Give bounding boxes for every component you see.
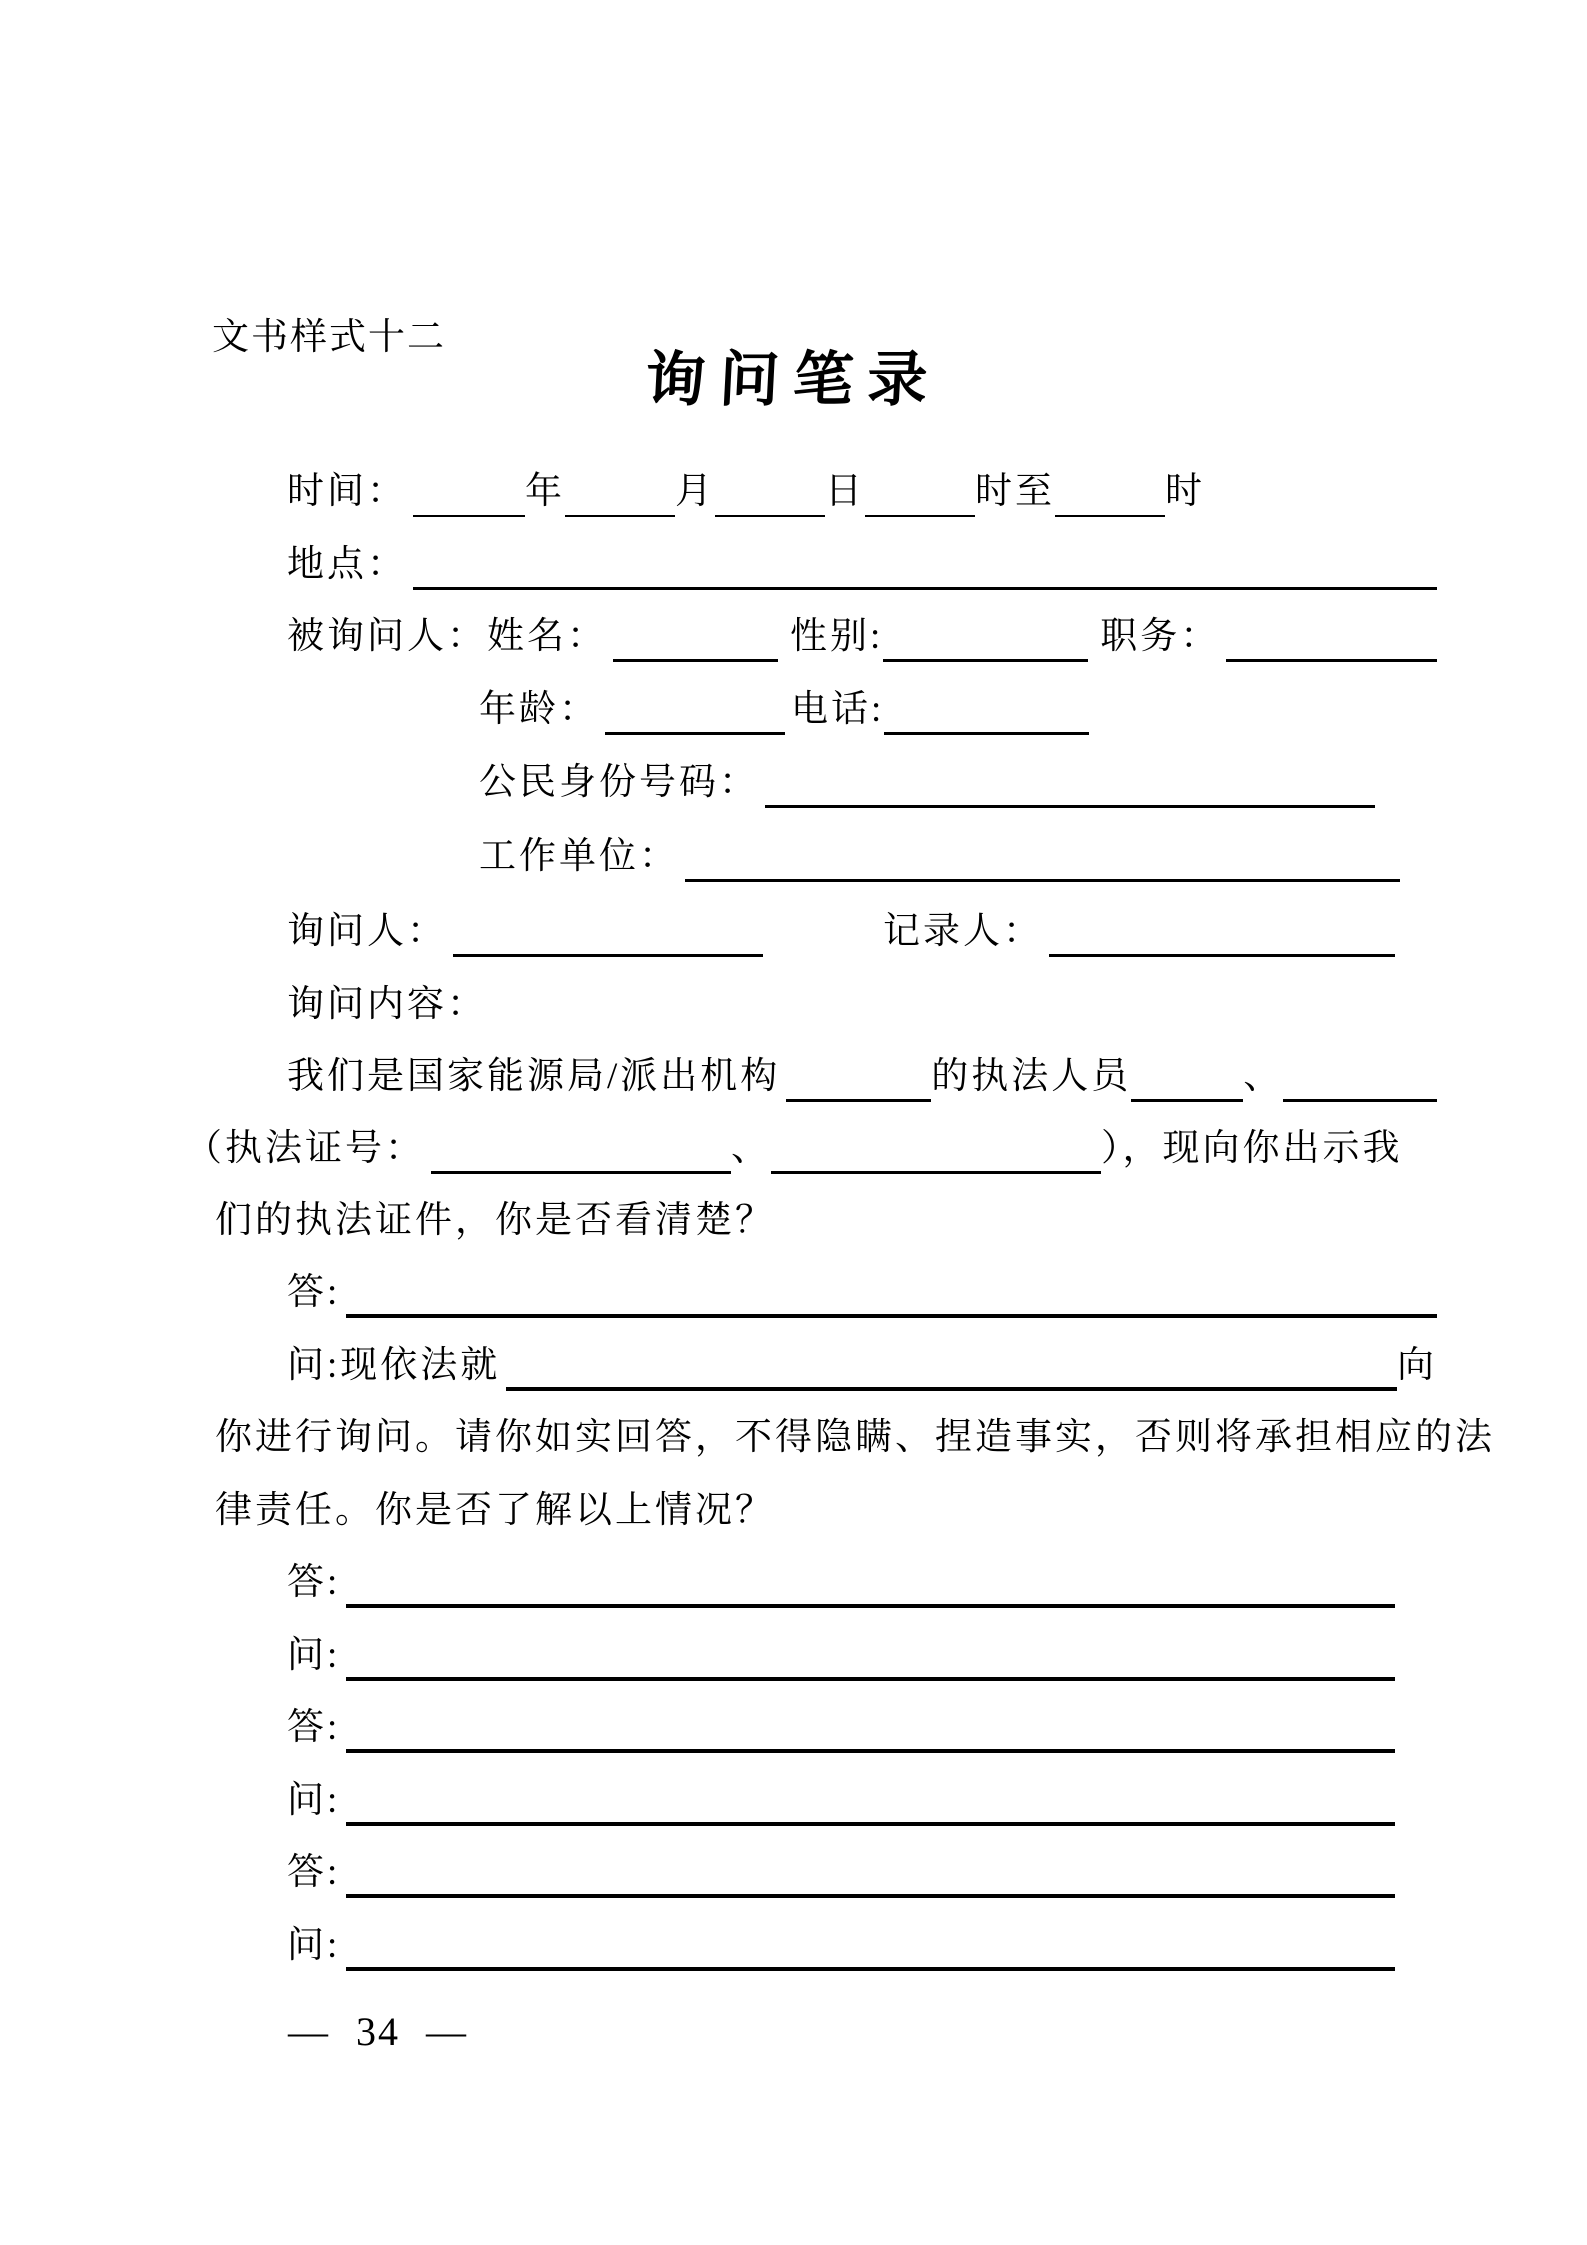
answer-label: 答:: [287, 1707, 341, 1748]
location-blank: [413, 540, 1437, 590]
interviewer-label: 询问人：: [287, 911, 447, 952]
duty-blank: [1226, 612, 1437, 662]
answer1-blank: [346, 1268, 1437, 1318]
work-unit-line: [215, 832, 1437, 882]
answer-line-2: [215, 1558, 1437, 1608]
license-separator: 、: [731, 1128, 771, 1169]
interviewee-line: [215, 612, 1437, 662]
spacer: [763, 907, 883, 957]
recorder-label: 记录人：: [883, 911, 1043, 952]
gender-blank: [883, 612, 1088, 662]
gender-label: 性别:: [790, 616, 884, 657]
officer-separator: 、: [1243, 1056, 1284, 1097]
work-unit-blank: [685, 832, 1400, 882]
id-number-label: 公民身份号码：: [479, 762, 759, 803]
page-number: — 34 —: [288, 2009, 468, 2054]
id-number-blank: [765, 758, 1375, 808]
answer-label: 答:: [287, 1562, 341, 1603]
question-label: 问:: [287, 1780, 341, 1821]
answer-label: 答:: [287, 1852, 341, 1893]
location-line: [215, 540, 1437, 590]
officer2-blank: [1283, 1052, 1437, 1102]
answer-line-1: [215, 1268, 1437, 1318]
question-wrap-text-1: 你进行询问。请你如实回答，不得隐瞒、捏造事实，否则将承担相应的法: [215, 1417, 1495, 1458]
interviewee-label: 被询问人：: [287, 616, 487, 657]
location-label: 地点：: [287, 544, 407, 585]
answer-line-3: [215, 1703, 1437, 1753]
time-label: 时间：: [287, 471, 407, 512]
question-wrap-line-2: [215, 1486, 1437, 1536]
license1-blank: [431, 1124, 731, 1174]
license2-blank: [771, 1124, 1101, 1174]
question-wrap-line-1: [215, 1413, 1495, 1463]
time-hour-unit: 时: [1165, 471, 1205, 512]
time-day-blank: [715, 467, 825, 517]
time-hour-to-unit: 时至: [975, 471, 1055, 512]
document-title: 询问笔录: [643, 347, 943, 413]
intro-see-clearly-text: 们的执法证件，你是否看清楚？: [215, 1200, 775, 1241]
name-blank: [613, 612, 778, 662]
intro-officer-text: 的执法人员: [931, 1056, 1132, 1097]
intro-agency-text: 我们是国家能源局/派出机构: [287, 1056, 781, 1097]
content-heading-line: [215, 980, 1437, 1030]
time-day-unit: 日: [825, 471, 865, 512]
question-line-2: [215, 1631, 1437, 1681]
license-number-label: （执法证号：: [185, 1128, 425, 1169]
time-line: [215, 467, 1437, 517]
answer4-blank: [346, 1848, 1395, 1898]
answer-label: 答:: [287, 1272, 341, 1313]
intro-line-3: [215, 1196, 1437, 1246]
answer3-blank: [346, 1703, 1395, 1753]
age-blank: [605, 685, 785, 735]
recorder-blank: [1049, 907, 1395, 957]
age-label: 年龄：: [479, 689, 599, 730]
doc-style-label: 文书样式十二: [212, 317, 446, 358]
work-unit-label: 工作单位：: [479, 836, 679, 877]
intro-line-2: [185, 1124, 1437, 1174]
age-phone-line: [215, 685, 1437, 735]
question-label: 问:: [287, 1635, 341, 1676]
time-hour-start-blank: [865, 467, 975, 517]
question1-blank: [506, 1341, 1397, 1391]
answer-line-4: [215, 1848, 1437, 1898]
phone-label: 电话:: [791, 689, 885, 730]
interviewer-blank: [453, 907, 763, 957]
answer2-blank: [346, 1558, 1395, 1608]
interviewer-recorder-line: [215, 907, 1437, 957]
intro-line-1: [215, 1052, 1437, 1102]
time-year-blank: [413, 467, 525, 517]
time-month-unit: 月: [675, 471, 715, 512]
question2-blank: [346, 1631, 1395, 1681]
intro-show-credentials-text: ），现向你出示我: [1101, 1128, 1403, 1169]
name-label: 姓名：: [487, 616, 607, 657]
id-number-line: [215, 758, 1437, 808]
time-year-unit: 年: [525, 471, 565, 512]
content-label: 询问内容：: [287, 984, 487, 1025]
question-line-1: [215, 1341, 1437, 1391]
agency-blank: [786, 1052, 931, 1102]
officer1-blank: [1131, 1052, 1243, 1102]
question-label: 问:: [287, 1925, 341, 1966]
question-line-4: [215, 1921, 1437, 1971]
time-hour-end-blank: [1055, 467, 1165, 517]
duty-label: 职务：: [1100, 616, 1221, 657]
question-tail-text: 向: [1397, 1345, 1437, 1386]
question-line-3: [215, 1776, 1437, 1826]
question-wrap-text-2: 律责任。你是否了解以上情况？: [215, 1490, 775, 1531]
question3-blank: [346, 1776, 1395, 1826]
phone-blank: [884, 685, 1089, 735]
question4-blank: [346, 1921, 1395, 1971]
time-month-blank: [565, 467, 675, 517]
question-lead-text: 问:现依法就: [287, 1345, 501, 1386]
